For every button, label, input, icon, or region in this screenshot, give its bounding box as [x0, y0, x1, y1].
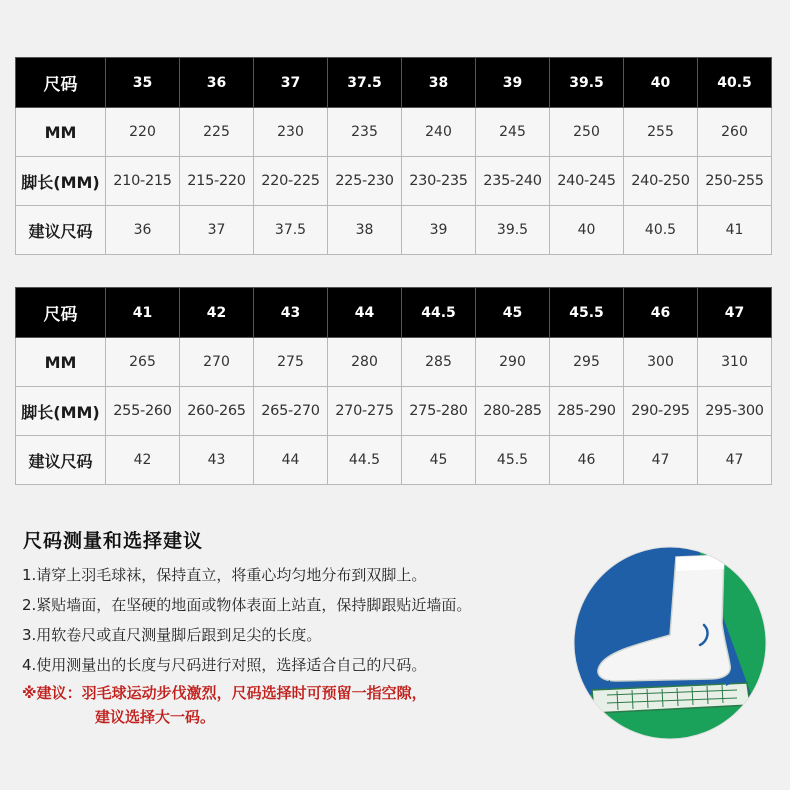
size-table-2 [15, 287, 772, 485]
table-cell: 47 [624, 436, 698, 485]
table-cell: 270 [180, 338, 254, 387]
table-cell: 46 [550, 436, 624, 485]
step-item: 1.请穿上羽毛球袜，保持直立，将重心均匀地分布到双脚上。 [22, 566, 427, 584]
table-cell: 44.5 [328, 436, 402, 485]
table-cell: 265 [106, 338, 180, 387]
row-label: 脚长(MM) [16, 387, 106, 436]
table-cell: 245 [476, 108, 550, 157]
size-cell: 40.5 [698, 58, 772, 108]
size-cell: 42 [180, 288, 254, 338]
size-cell: 37 [254, 58, 328, 108]
table-cell: 36 [106, 206, 180, 255]
row-label: 脚长(MM) [16, 157, 106, 206]
table-cell: 37.5 [254, 206, 328, 255]
row-label: 建议尺码 [16, 436, 106, 485]
table-cell: 290-295 [624, 387, 698, 436]
table-cell: 38 [328, 206, 402, 255]
table-cell: 47 [698, 436, 772, 485]
foot-length-row [16, 157, 772, 206]
table-cell: 42 [106, 436, 180, 485]
table-cell: 235-240 [476, 157, 550, 206]
table-cell: 240-245 [550, 157, 624, 206]
size-cell: 39 [476, 58, 550, 108]
table-cell: 295-300 [698, 387, 772, 436]
size-cell: 45 [476, 288, 550, 338]
table-cell: 260-265 [180, 387, 254, 436]
size-cell: 45.5 [550, 288, 624, 338]
size-header-row [16, 58, 772, 108]
step-item: 4.使用测量出的长度与尺码进行对照，选择适合自己的尺码。 [22, 656, 427, 674]
note-line-2: 建议选择大一码。 [95, 708, 216, 726]
step-list [22, 562, 471, 682]
table-cell: 280 [328, 338, 402, 387]
row-label: 尺码 [16, 58, 106, 108]
size-cell: 47 [698, 288, 772, 338]
guide-title: 尺码测量和选择建议 [23, 530, 204, 552]
table-cell: 235 [328, 108, 402, 157]
size-cell: 35 [106, 58, 180, 108]
row-label: MM [16, 338, 106, 387]
size-cell: 39.5 [550, 58, 624, 108]
table-cell: 220-225 [254, 157, 328, 206]
table-cell: 225-230 [328, 157, 402, 206]
row-label: MM [16, 108, 106, 157]
size-header-row [16, 288, 772, 338]
table-cell: 40 [550, 206, 624, 255]
table-cell: 250 [550, 108, 624, 157]
table-cell: 250-255 [698, 157, 772, 206]
step-item: 3.用软卷尺或直尺测量脚后跟到足尖的长度。 [22, 626, 322, 644]
table-cell: 39.5 [476, 206, 550, 255]
table-cell: 275-280 [402, 387, 476, 436]
recommended-size-row [16, 436, 772, 485]
table-cell: 230-235 [402, 157, 476, 206]
table-cell: 225 [180, 108, 254, 157]
row-label: 建议尺码 [16, 206, 106, 255]
table-cell: 270-275 [328, 387, 402, 436]
recommended-size-row [16, 206, 772, 255]
size-cell: 44.5 [402, 288, 476, 338]
table-cell: 290 [476, 338, 550, 387]
table-cell: 39 [402, 206, 476, 255]
table-cell: 220 [106, 108, 180, 157]
table-cell: 255-260 [106, 387, 180, 436]
table-cell: 310 [698, 338, 772, 387]
table-cell: 285-290 [550, 387, 624, 436]
mm-row [16, 338, 772, 387]
table-cell: 265-270 [254, 387, 328, 436]
size-cell: 40 [624, 58, 698, 108]
table-cell: 280-285 [476, 387, 550, 436]
size-cell: 43 [254, 288, 328, 338]
size-cell: 41 [106, 288, 180, 338]
table-cell: 45.5 [476, 436, 550, 485]
table-cell: 295 [550, 338, 624, 387]
size-table-1 [15, 57, 772, 255]
size-cell: 38 [402, 58, 476, 108]
table-cell: 285 [402, 338, 476, 387]
foot-measurement-icon [572, 545, 768, 741]
table-cell: 44 [254, 436, 328, 485]
size-advice-note [22, 681, 542, 729]
table-cell: 215-220 [180, 157, 254, 206]
table-cell: 37 [180, 206, 254, 255]
table-cell: 300 [624, 338, 698, 387]
table-cell: 230 [254, 108, 328, 157]
row-label: 尺码 [16, 288, 106, 338]
table-cell: 255 [624, 108, 698, 157]
step-item: 2.紧贴墙面，在坚硬的地面或物体表面上站直，保持脚跟贴近墙面。 [22, 596, 472, 614]
note-line-1: ※建议：羽毛球运动步伐激烈，尺码选择时可预留一指空隙， [22, 684, 427, 702]
table-cell: 43 [180, 436, 254, 485]
size-cell: 44 [328, 288, 402, 338]
size-cell: 37.5 [328, 58, 402, 108]
foot-length-row [16, 387, 772, 436]
table-cell: 275 [254, 338, 328, 387]
size-cell: 46 [624, 288, 698, 338]
table-cell: 240 [402, 108, 476, 157]
mm-row [16, 108, 772, 157]
table-cell: 40.5 [624, 206, 698, 255]
table-cell: 41 [698, 206, 772, 255]
table-cell: 240-250 [624, 157, 698, 206]
table-cell: 210-215 [106, 157, 180, 206]
size-cell: 36 [180, 58, 254, 108]
table-cell: 260 [698, 108, 772, 157]
table-cell: 45 [402, 436, 476, 485]
